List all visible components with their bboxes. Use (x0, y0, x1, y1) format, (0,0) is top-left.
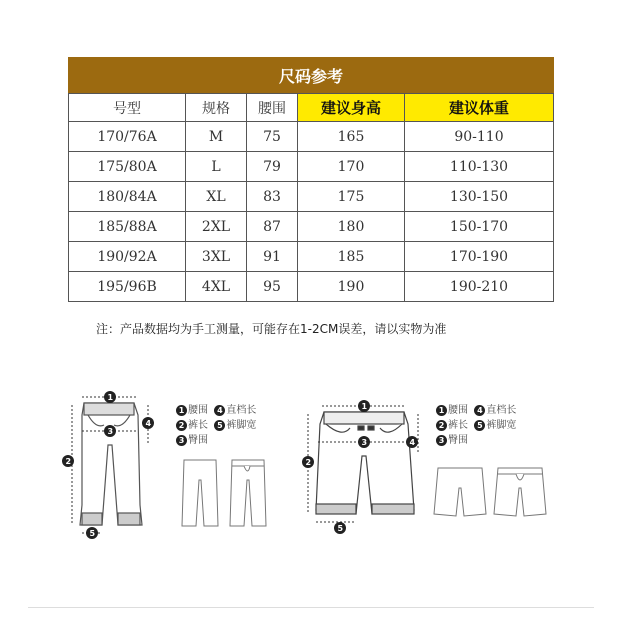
legend-label-length: 裤长 (188, 420, 208, 431)
svg-text:2: 2 (65, 457, 72, 466)
cell-spec: 3XL (186, 242, 247, 272)
cell-weight: 110-130 (405, 152, 554, 182)
number-badge: 2 (176, 420, 187, 431)
number-badge: 3 (436, 435, 447, 446)
cell-height: 190 (298, 272, 405, 302)
bottom-divider (28, 607, 594, 608)
cell-weight: 170-190 (405, 242, 554, 272)
table-row (69, 242, 554, 272)
cell-model: 170/76A (69, 122, 186, 152)
legend-label-length: 裤长 (448, 420, 468, 431)
legend-row (436, 418, 516, 433)
svg-text:3: 3 (107, 427, 114, 436)
number-badge: 3 (176, 435, 187, 446)
number-badge: 5 (214, 420, 225, 431)
cell-height: 170 (298, 152, 405, 182)
number-badge: 4 (214, 405, 225, 416)
cell-height: 185 (298, 242, 405, 272)
cell-height: 165 (298, 122, 405, 152)
shorts-diagram (296, 390, 426, 540)
legend-row (176, 403, 256, 418)
cell-waist: 83 (247, 182, 298, 212)
cell-spec: M (186, 122, 247, 152)
cell-weight: 150-170 (405, 212, 554, 242)
pants-legend (176, 403, 256, 448)
table-row (69, 272, 554, 302)
cell-weight: 130-150 (405, 182, 554, 212)
legend-label-waist: 腰围 (188, 405, 208, 416)
shorts-legend (436, 403, 516, 448)
legend-row (436, 433, 516, 448)
header-waist: 腰围 (247, 94, 298, 122)
cell-model: 175/80A (69, 152, 186, 182)
legend-label-waist: 腰围 (448, 405, 468, 416)
cell-model: 195/96B (69, 272, 186, 302)
cell-model: 190/92A (69, 242, 186, 272)
number-badge: 4 (474, 405, 485, 416)
legend-label-hem: 裤脚宽 (226, 420, 257, 431)
table-row (69, 182, 554, 212)
cell-waist: 91 (247, 242, 298, 272)
table-row (69, 152, 554, 182)
cell-weight: 190-210 (405, 272, 554, 302)
header-weight: 建议体重 (405, 94, 554, 122)
svg-text:5: 5 (89, 529, 96, 538)
cell-model: 185/88A (69, 212, 186, 242)
header-height: 建议身高 (298, 94, 405, 122)
measurement-note: 注：产品数据均为手工测量，可能存在1-2CM误差，请以实物为准 (96, 322, 447, 336)
number-badge: 1 (176, 405, 187, 416)
svg-text:1: 1 (107, 393, 114, 402)
cell-height: 175 (298, 182, 405, 212)
svg-text:4: 4 (145, 419, 152, 428)
cell-height: 180 (298, 212, 405, 242)
svg-text:2: 2 (305, 458, 312, 467)
svg-text:4: 4 (409, 438, 416, 447)
shorts-thumbnails (432, 462, 552, 522)
legend-label-hem: 裤脚宽 (486, 420, 517, 431)
table-row (69, 122, 554, 152)
header-spec: 规格 (186, 94, 247, 122)
svg-text:3: 3 (361, 438, 368, 447)
number-badge: 1 (436, 405, 447, 416)
size-table (68, 93, 554, 302)
legend-label-rise: 直档长 (486, 405, 517, 416)
number-badge: 5 (474, 420, 485, 431)
cell-weight: 90-110 (405, 122, 554, 152)
legend-row (176, 418, 256, 433)
svg-text:5: 5 (337, 524, 344, 533)
svg-text:1: 1 (361, 402, 368, 411)
header-model: 号型 (69, 94, 186, 122)
table-title: 尺码参考 (68, 57, 554, 93)
table-row (69, 212, 554, 242)
table-header-row (69, 94, 554, 122)
cell-spec: L (186, 152, 247, 182)
cell-spec: 2XL (186, 212, 247, 242)
cell-spec: XL (186, 182, 247, 212)
legend-label-rise: 直档长 (226, 405, 257, 416)
cell-model: 180/84A (69, 182, 186, 212)
cell-waist: 95 (247, 272, 298, 302)
legend-row (176, 433, 256, 448)
legend-label-hip: 臀围 (188, 435, 208, 446)
pants-diagram (52, 385, 162, 545)
cell-waist: 79 (247, 152, 298, 182)
cell-waist: 75 (247, 122, 298, 152)
cell-waist: 87 (247, 212, 298, 242)
legend-row (436, 403, 516, 418)
legend-label-hip: 臀围 (448, 435, 468, 446)
cell-spec: 4XL (186, 272, 247, 302)
number-badge: 2 (436, 420, 447, 431)
pants-thumbnails (178, 456, 274, 532)
